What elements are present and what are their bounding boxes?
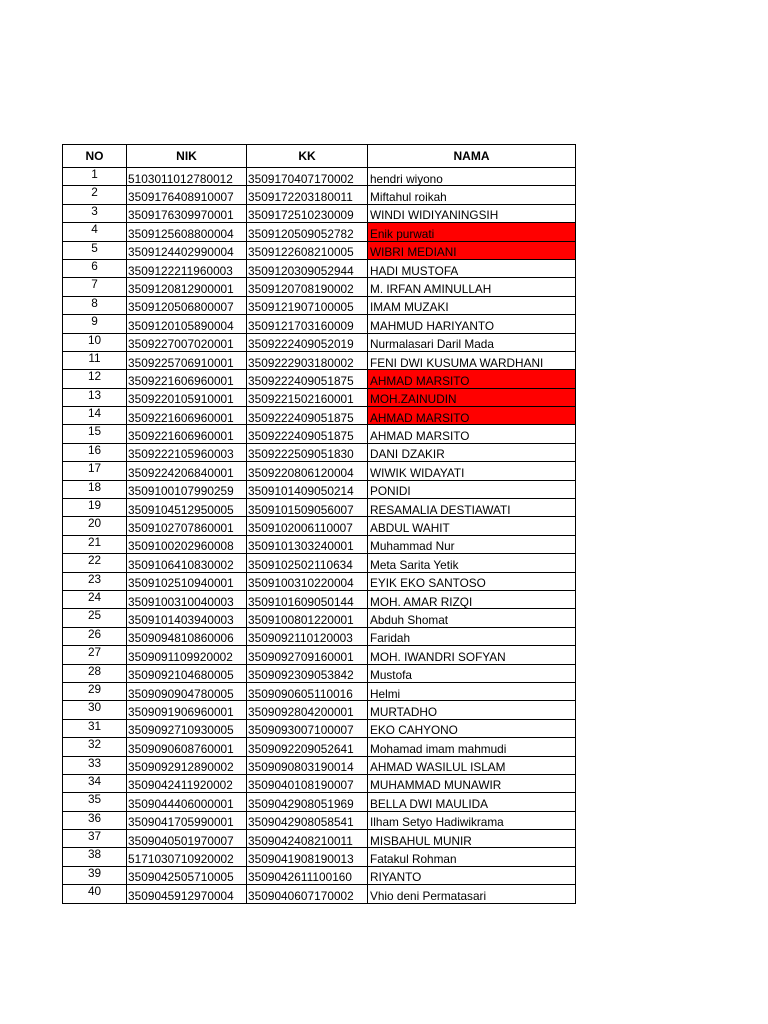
cell-kk: 3509222409051875: [247, 407, 368, 425]
cell-nama: MUHAMMAD MUNAWIR: [368, 774, 576, 792]
cell-no: 30: [63, 701, 127, 719]
cell-no: 40: [63, 885, 127, 903]
cell-kk: 3509170407170002: [247, 168, 368, 186]
cell-no: 18: [63, 480, 127, 498]
table-row: [63, 204, 576, 222]
cell-kk: 3509092110120003: [247, 627, 368, 645]
cell-nama: Abduh Shomat: [368, 609, 576, 627]
cell-kk: 3509222509051830: [247, 443, 368, 461]
cell-kk: 3509042908058541: [247, 811, 368, 829]
cell-no: 13: [63, 388, 127, 406]
cell-kk: 3509120708190002: [247, 278, 368, 296]
cell-kk: 3509172203180011: [247, 186, 368, 204]
cell-kk: 3509092709160001: [247, 646, 368, 664]
cell-no: 17: [63, 462, 127, 480]
cell-kk: 3509092804200001: [247, 701, 368, 719]
cell-nama: MOH.ZAINUDIN: [368, 388, 576, 406]
cell-nama: BELLA DWI MAULIDA: [368, 793, 576, 811]
cell-nik: 3509124402990004: [127, 241, 247, 259]
cell-no: 1: [63, 168, 127, 186]
cell-nama: Fatakul Rohman: [368, 848, 576, 866]
cell-nama: MAHMUD HARIYANTO: [368, 315, 576, 333]
table-row: [63, 811, 576, 829]
table-row: [63, 351, 576, 369]
cell-nama: Mustofa: [368, 664, 576, 682]
cell-nik: 3509104512950005: [127, 499, 247, 517]
cell-no: 5: [63, 241, 127, 259]
cell-nik: 3509100202960008: [127, 535, 247, 553]
table-row: [63, 535, 576, 553]
cell-nama: MOH. AMAR RIZQI: [368, 590, 576, 608]
table-row: [63, 499, 576, 517]
cell-kk: 3509101409050214: [247, 480, 368, 498]
cell-no: 3: [63, 204, 127, 222]
table-row: [63, 480, 576, 498]
cell-nik: 3509102510940001: [127, 572, 247, 590]
table-body: [63, 168, 576, 904]
cell-nik: 3509091906960001: [127, 701, 247, 719]
cell-nama: Ilham Setyo Hadiwikrama: [368, 811, 576, 829]
cell-no: 33: [63, 756, 127, 774]
table-row: [63, 315, 576, 333]
cell-nama: WIBRI MEDIANI: [368, 241, 576, 259]
cell-kk: 3509222409051875: [247, 370, 368, 388]
table-row: [63, 719, 576, 737]
cell-no: 21: [63, 535, 127, 553]
cell-kk: 3509042908051969: [247, 793, 368, 811]
cell-kk: 3509092209052641: [247, 738, 368, 756]
cell-nama: MISBAHUL MUNIR: [368, 830, 576, 848]
cell-kk: 3509121907100005: [247, 296, 368, 314]
cell-kk: 3509101509056007: [247, 499, 368, 517]
table-row: [63, 425, 576, 443]
table-row: [63, 664, 576, 682]
cell-no: 15: [63, 425, 127, 443]
cell-nik: 5103011012780012: [127, 168, 247, 186]
table-row: [63, 168, 576, 186]
cell-nik: 3509040501970007: [127, 830, 247, 848]
cell-kk: 3509122608210005: [247, 241, 368, 259]
cell-nik: 3509176408910007: [127, 186, 247, 204]
cell-nik: 3509100107990259: [127, 480, 247, 498]
table-row: [63, 738, 576, 756]
header-kk: KK: [247, 145, 368, 168]
cell-nik: 3509120506800007: [127, 296, 247, 314]
table-row: [63, 885, 576, 903]
cell-no: 25: [63, 609, 127, 627]
cell-no: 4: [63, 223, 127, 241]
cell-nama: Faridah: [368, 627, 576, 645]
cell-nik: 3509044406000001: [127, 793, 247, 811]
cell-no: 16: [63, 443, 127, 461]
cell-kk: 3509222409052019: [247, 333, 368, 351]
table-row: [63, 554, 576, 572]
table-row: [63, 370, 576, 388]
cell-nama: WINDI WIDIYANINGSIH: [368, 204, 576, 222]
table-row: [63, 278, 576, 296]
cell-no: 7: [63, 278, 127, 296]
cell-nik: 3509101403940003: [127, 609, 247, 627]
cell-nik: 5171030710920002: [127, 848, 247, 866]
cell-nik: 3509221606960001: [127, 425, 247, 443]
header-nama: NAMA: [368, 145, 576, 168]
table-row: [63, 259, 576, 277]
header-row: [63, 145, 576, 168]
cell-nik: 3509090904780005: [127, 682, 247, 700]
cell-nama: ABDUL WAHIT: [368, 517, 576, 535]
cell-nik: 3509120812900001: [127, 278, 247, 296]
table-row: [63, 572, 576, 590]
cell-no: 19: [63, 499, 127, 517]
table-row: [63, 701, 576, 719]
cell-nama: Nurmalasari Daril Mada: [368, 333, 576, 351]
table-row: [63, 186, 576, 204]
cell-no: 9: [63, 315, 127, 333]
cell-kk: 3509100801220001: [247, 609, 368, 627]
cell-kk: 3509222903180002: [247, 351, 368, 369]
header-nik: NIK: [127, 145, 247, 168]
cell-nama: HADI MUSTOFA: [368, 259, 576, 277]
table-row: [63, 756, 576, 774]
cell-no: 36: [63, 811, 127, 829]
cell-nik: 3509120105890004: [127, 315, 247, 333]
cell-nama: AHMAD MARSITO: [368, 425, 576, 443]
cell-no: 23: [63, 572, 127, 590]
cell-nama: Meta Sarita Yetik: [368, 554, 576, 572]
data-table: [62, 144, 576, 904]
cell-nik: 3509102707860001: [127, 517, 247, 535]
cell-no: 10: [63, 333, 127, 351]
cell-nama: EYIK EKO SANTOSO: [368, 572, 576, 590]
cell-no: 14: [63, 407, 127, 425]
cell-kk: 3509042408210011: [247, 830, 368, 848]
cell-nama: FENI DWI KUSUMA WARDHANI: [368, 351, 576, 369]
cell-nama: MOH. IWANDRI SOFYAN: [368, 646, 576, 664]
cell-kk: 3509221502160001: [247, 388, 368, 406]
table-row: [63, 830, 576, 848]
cell-kk: 3509220806120004: [247, 462, 368, 480]
cell-no: 27: [63, 646, 127, 664]
cell-kk: 3509041908190013: [247, 848, 368, 866]
cell-nik: 3509091109920002: [127, 646, 247, 664]
table-row: [63, 646, 576, 664]
cell-kk: 3509120309052944: [247, 259, 368, 277]
table-header: [63, 145, 576, 168]
cell-nama: DANI DZAKIR: [368, 443, 576, 461]
cell-no: 39: [63, 866, 127, 884]
cell-nik: 3509227007020001: [127, 333, 247, 351]
cell-no: 38: [63, 848, 127, 866]
cell-nik: 3509042505710005: [127, 866, 247, 884]
cell-nik: 3509225706910001: [127, 351, 247, 369]
cell-nama: M. IRFAN AMINULLAH: [368, 278, 576, 296]
table-row: [63, 793, 576, 811]
cell-kk: 3509092309053842: [247, 664, 368, 682]
cell-no: 2: [63, 186, 127, 204]
cell-no: 29: [63, 682, 127, 700]
cell-nama: AHMAD MARSITO: [368, 370, 576, 388]
cell-no: 24: [63, 590, 127, 608]
cell-kk: 3509100310220004: [247, 572, 368, 590]
cell-kk: 3509090803190014: [247, 756, 368, 774]
cell-nik: 3509092104680005: [127, 664, 247, 682]
cell-nama: Miftahul roikah: [368, 186, 576, 204]
cell-no: 34: [63, 774, 127, 792]
cell-nik: 3509100310040003: [127, 590, 247, 608]
cell-no: 31: [63, 719, 127, 737]
cell-no: 22: [63, 554, 127, 572]
cell-kk: 3509101609050144: [247, 590, 368, 608]
cell-nik: 3509221606960001: [127, 407, 247, 425]
table-row: [63, 627, 576, 645]
cell-no: 37: [63, 830, 127, 848]
cell-kk: 3509040607170002: [247, 885, 368, 903]
table-row: [63, 462, 576, 480]
cell-nik: 3509222105960003: [127, 443, 247, 461]
cell-nama: RIYANTO: [368, 866, 576, 884]
cell-nik: 3509106410830002: [127, 554, 247, 572]
cell-no: 20: [63, 517, 127, 535]
cell-nik: 3509125608800004: [127, 223, 247, 241]
cell-nama: Vhio deni Permatasari: [368, 885, 576, 903]
cell-nama: hendri wiyono: [368, 168, 576, 186]
cell-kk: 3509172510230009: [247, 204, 368, 222]
table-row: [63, 241, 576, 259]
cell-nik: 3509094810860006: [127, 627, 247, 645]
cell-nik: 3509041705990001: [127, 811, 247, 829]
cell-nik: 3509176309970001: [127, 204, 247, 222]
cell-nama: Muhammad Nur: [368, 535, 576, 553]
cell-nama: WIWIK WIDAYATI: [368, 462, 576, 480]
cell-nik: 3509122211960003: [127, 259, 247, 277]
cell-nik: 3509224206840001: [127, 462, 247, 480]
table-row: [63, 296, 576, 314]
cell-no: 32: [63, 738, 127, 756]
cell-kk: 3509040108190007: [247, 774, 368, 792]
table-row: [63, 848, 576, 866]
cell-kk: 3509102502110634: [247, 554, 368, 572]
cell-nama: Mohamad imam mahmudi: [368, 738, 576, 756]
cell-kk: 3509042611100160: [247, 866, 368, 884]
cell-no: 28: [63, 664, 127, 682]
cell-nik: 3509092912890002: [127, 756, 247, 774]
cell-no: 26: [63, 627, 127, 645]
table-row: [63, 774, 576, 792]
cell-nama: RESAMALIA DESTIAWATI: [368, 499, 576, 517]
cell-no: 11: [63, 351, 127, 369]
table-row: [63, 609, 576, 627]
cell-nik: 3509221606960001: [127, 370, 247, 388]
cell-nik: 3509220105910001: [127, 388, 247, 406]
cell-nik: 3509042411920002: [127, 774, 247, 792]
cell-nik: 3509045912970004: [127, 885, 247, 903]
table-row: [63, 590, 576, 608]
table-row: [63, 866, 576, 884]
table-row: [63, 682, 576, 700]
cell-kk: 3509222409051875: [247, 425, 368, 443]
cell-kk: 3509101303240001: [247, 535, 368, 553]
cell-nama: PONIDI: [368, 480, 576, 498]
header-no: NO: [63, 145, 127, 168]
cell-no: 6: [63, 259, 127, 277]
cell-kk: 3509102006110007: [247, 517, 368, 535]
cell-nama: EKO CAHYONO: [368, 719, 576, 737]
cell-no: 12: [63, 370, 127, 388]
cell-kk: 3509090605110016: [247, 682, 368, 700]
cell-nik: 3509092710930005: [127, 719, 247, 737]
cell-kk: 3509121703160009: [247, 315, 368, 333]
cell-no: 35: [63, 793, 127, 811]
table-row: [63, 388, 576, 406]
cell-kk: 3509120509052782: [247, 223, 368, 241]
table-row: [63, 223, 576, 241]
cell-nama: Helmi: [368, 682, 576, 700]
table-row: [63, 443, 576, 461]
cell-nama: IMAM MUZAKI: [368, 296, 576, 314]
cell-nama: AHMAD WASILUL ISLAM: [368, 756, 576, 774]
cell-no: 8: [63, 296, 127, 314]
table-row: [63, 517, 576, 535]
cell-kk: 3509093007100007: [247, 719, 368, 737]
table-row: [63, 407, 576, 425]
cell-nama: AHMAD MARSITO: [368, 407, 576, 425]
cell-nama: Enik purwati: [368, 223, 576, 241]
cell-nik: 3509090608760001: [127, 738, 247, 756]
table-row: [63, 333, 576, 351]
cell-nama: MURTADHO: [368, 701, 576, 719]
